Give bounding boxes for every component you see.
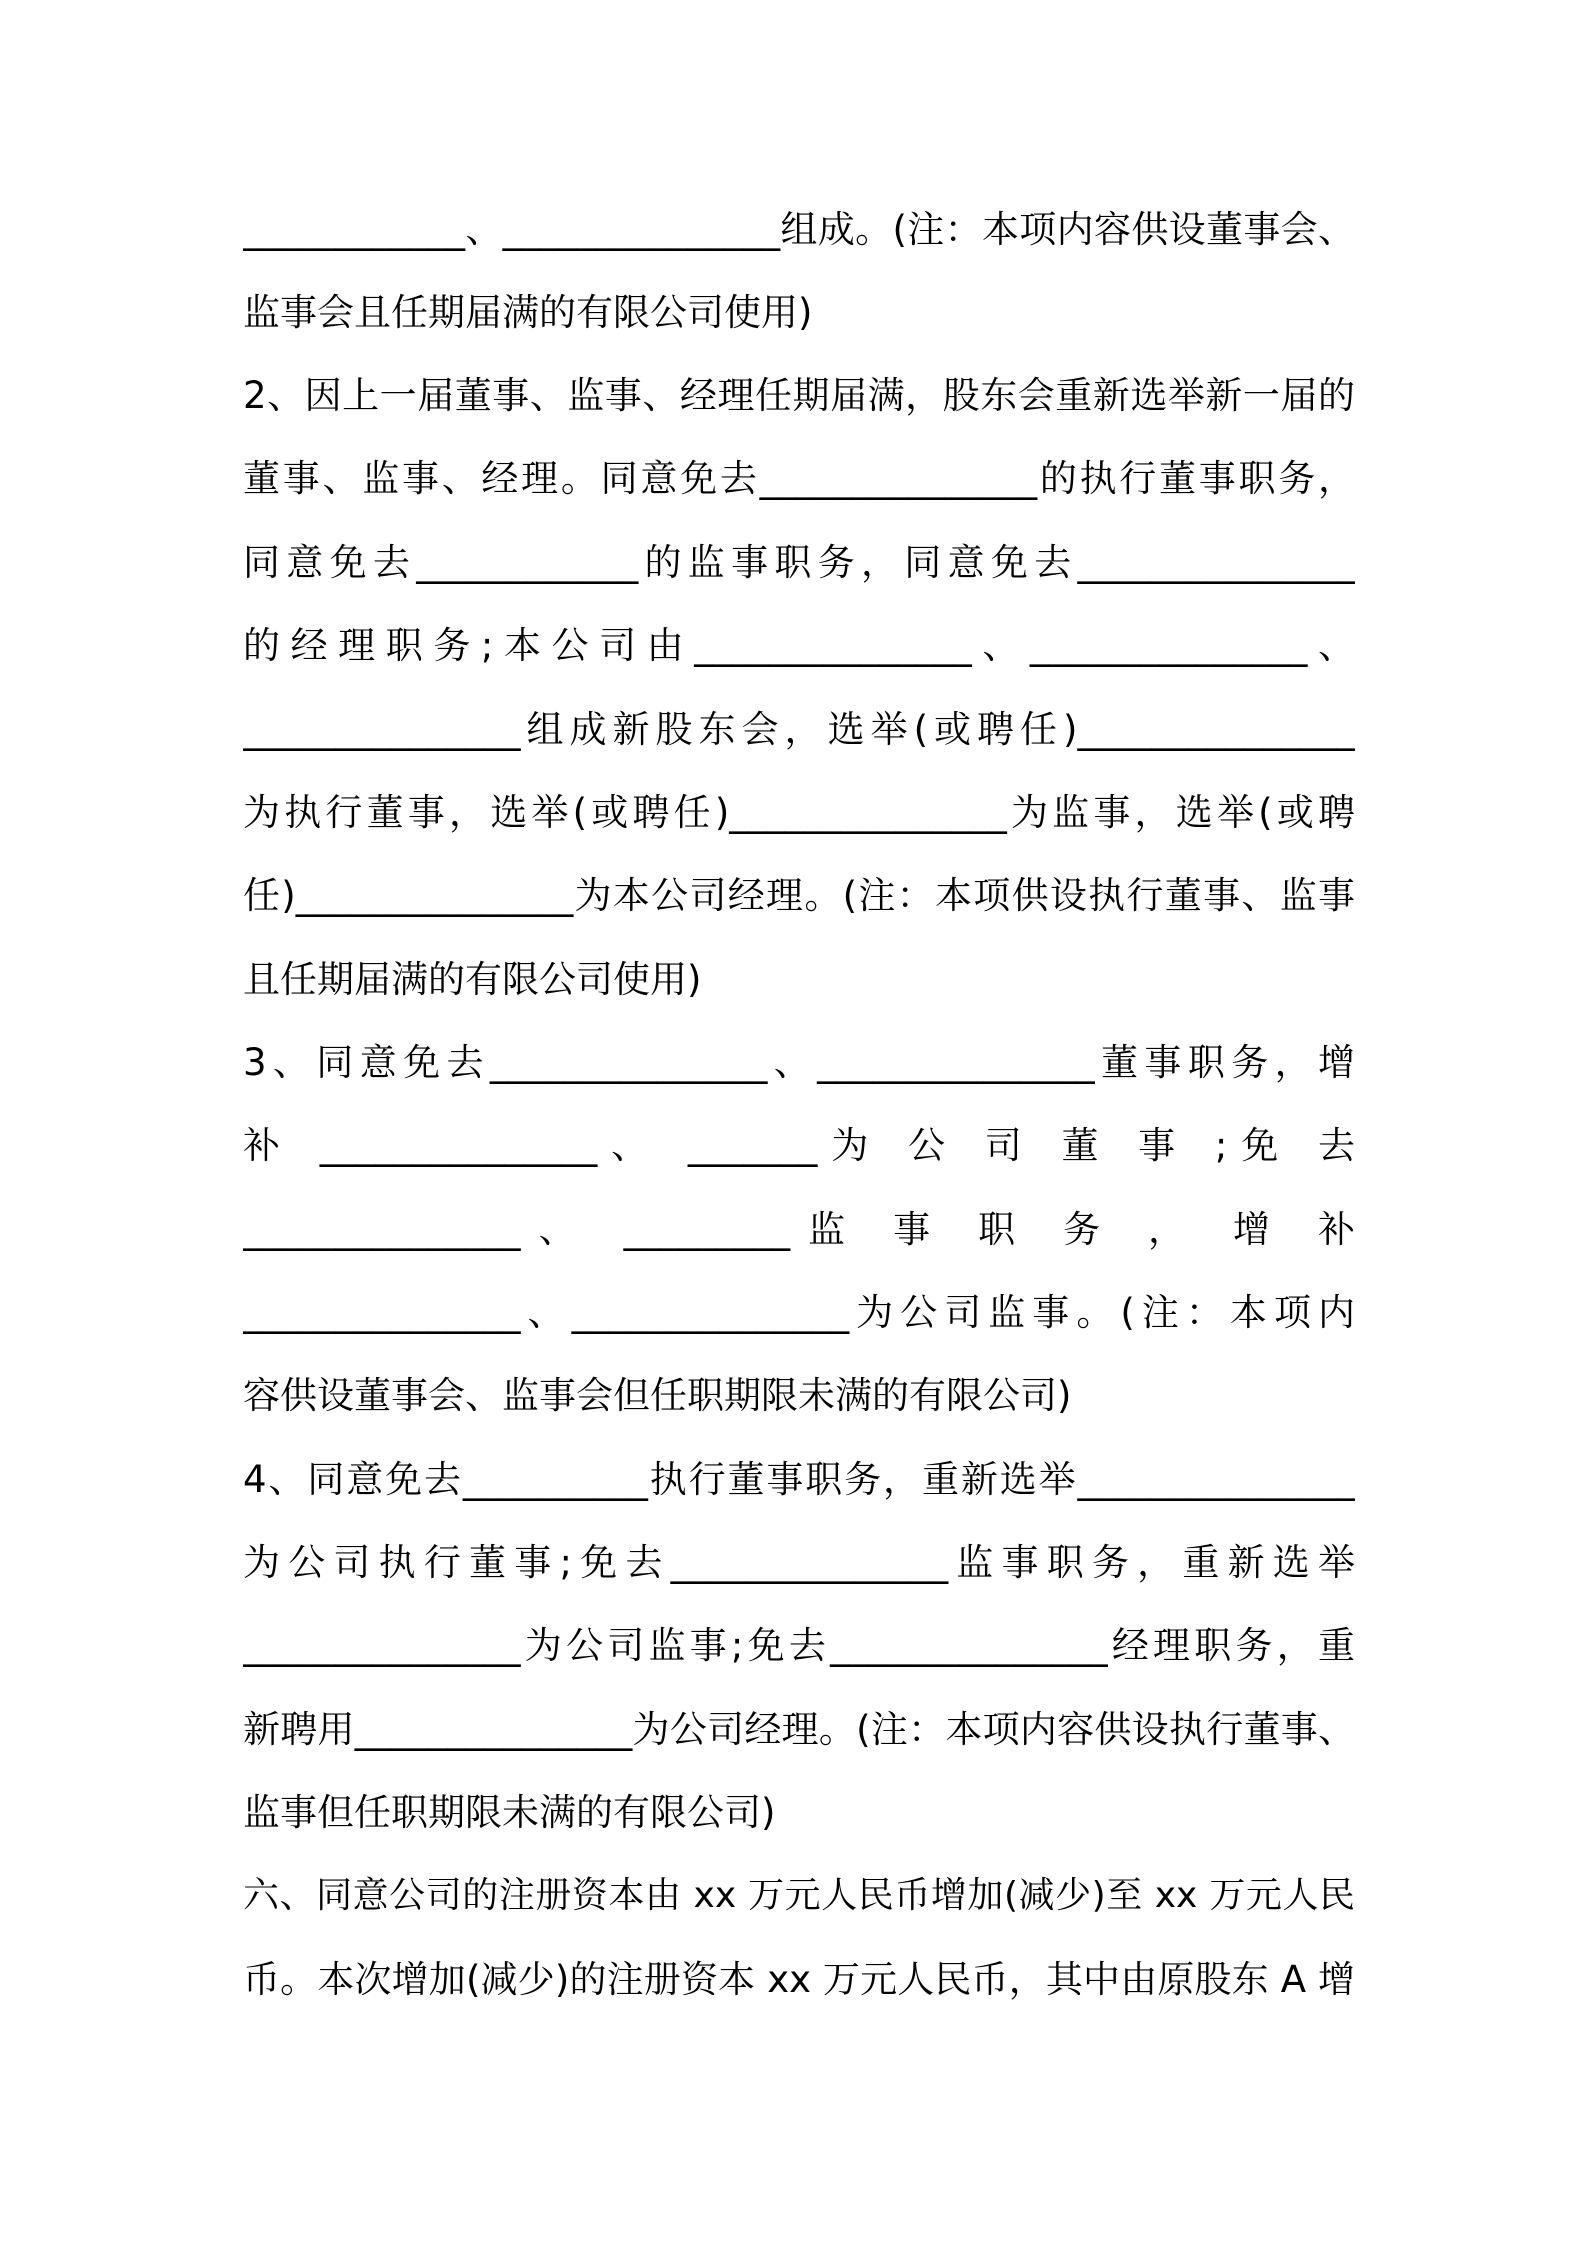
text-line: 董事、监事、经理。同意免去_______________的执行董事职务，	[243, 457, 1355, 500]
text-line: 监事会且任期届满的有限公司使用)	[243, 291, 813, 334]
text-line: _______________、 _________监 事 职 务 ， 增 补	[243, 1208, 1355, 1251]
text-line: 任)_______________为本公司经理。(注：本项供设执行董事、监事	[243, 874, 1355, 917]
text-line: _______________、_______________为公司监事。(注：本项内	[243, 1291, 1355, 1334]
text-line: 4、同意免去__________执行董事职务，重新选举_______________	[243, 1458, 1355, 1501]
text-line: _______________组成新股东会，选举(或聘任)_______________	[243, 708, 1355, 751]
text-line: 2、因上一届董事、监事、经理任期届满，股东会重新选举新一届的	[243, 374, 1355, 417]
text-line: 的经理职务;本公司由_______________、_______________、	[243, 624, 1355, 667]
text-line: _______________为公司监事;免去_______________经理职务，重	[243, 1624, 1355, 1667]
text-line: 币。本次增加(减少)的注册资本 xx 万元人民币，其中由原股东 A 增	[243, 1958, 1355, 2001]
text-line: 同意免去____________的监事职务，同意免去_______________	[243, 541, 1355, 584]
text-line: 补 _______________、 _______为 公 司 董 事 ;免 去	[243, 1124, 1355, 1167]
text-line: ____________、_______________组成。(注：本项内容供设董事会、	[243, 208, 1355, 251]
text-line: 且任期届满的有限公司使用)	[243, 958, 702, 1001]
text-line: 为执行董事，选举(或聘任)_______________为监事，选举(或聘	[243, 791, 1355, 834]
text-line: 容供设董事会、监事会但任职期限未满的有限公司)	[243, 1374, 1072, 1417]
text-line: 六、同意公司的注册资本由 xx 万元人民币增加(减少)至 xx 万元人民	[243, 1875, 1355, 1916]
text-line: 为公司执行董事;免去_______________监事职务，重新选举	[243, 1541, 1355, 1584]
text-line: 新聘用_______________为公司经理。(注：本项内容供设执行董事、	[243, 1708, 1355, 1751]
text-line: 3、同意免去_______________、_______________董事职务，增	[243, 1041, 1355, 1084]
text-line: 监事但任职期限未满的有限公司)	[243, 1791, 776, 1834]
